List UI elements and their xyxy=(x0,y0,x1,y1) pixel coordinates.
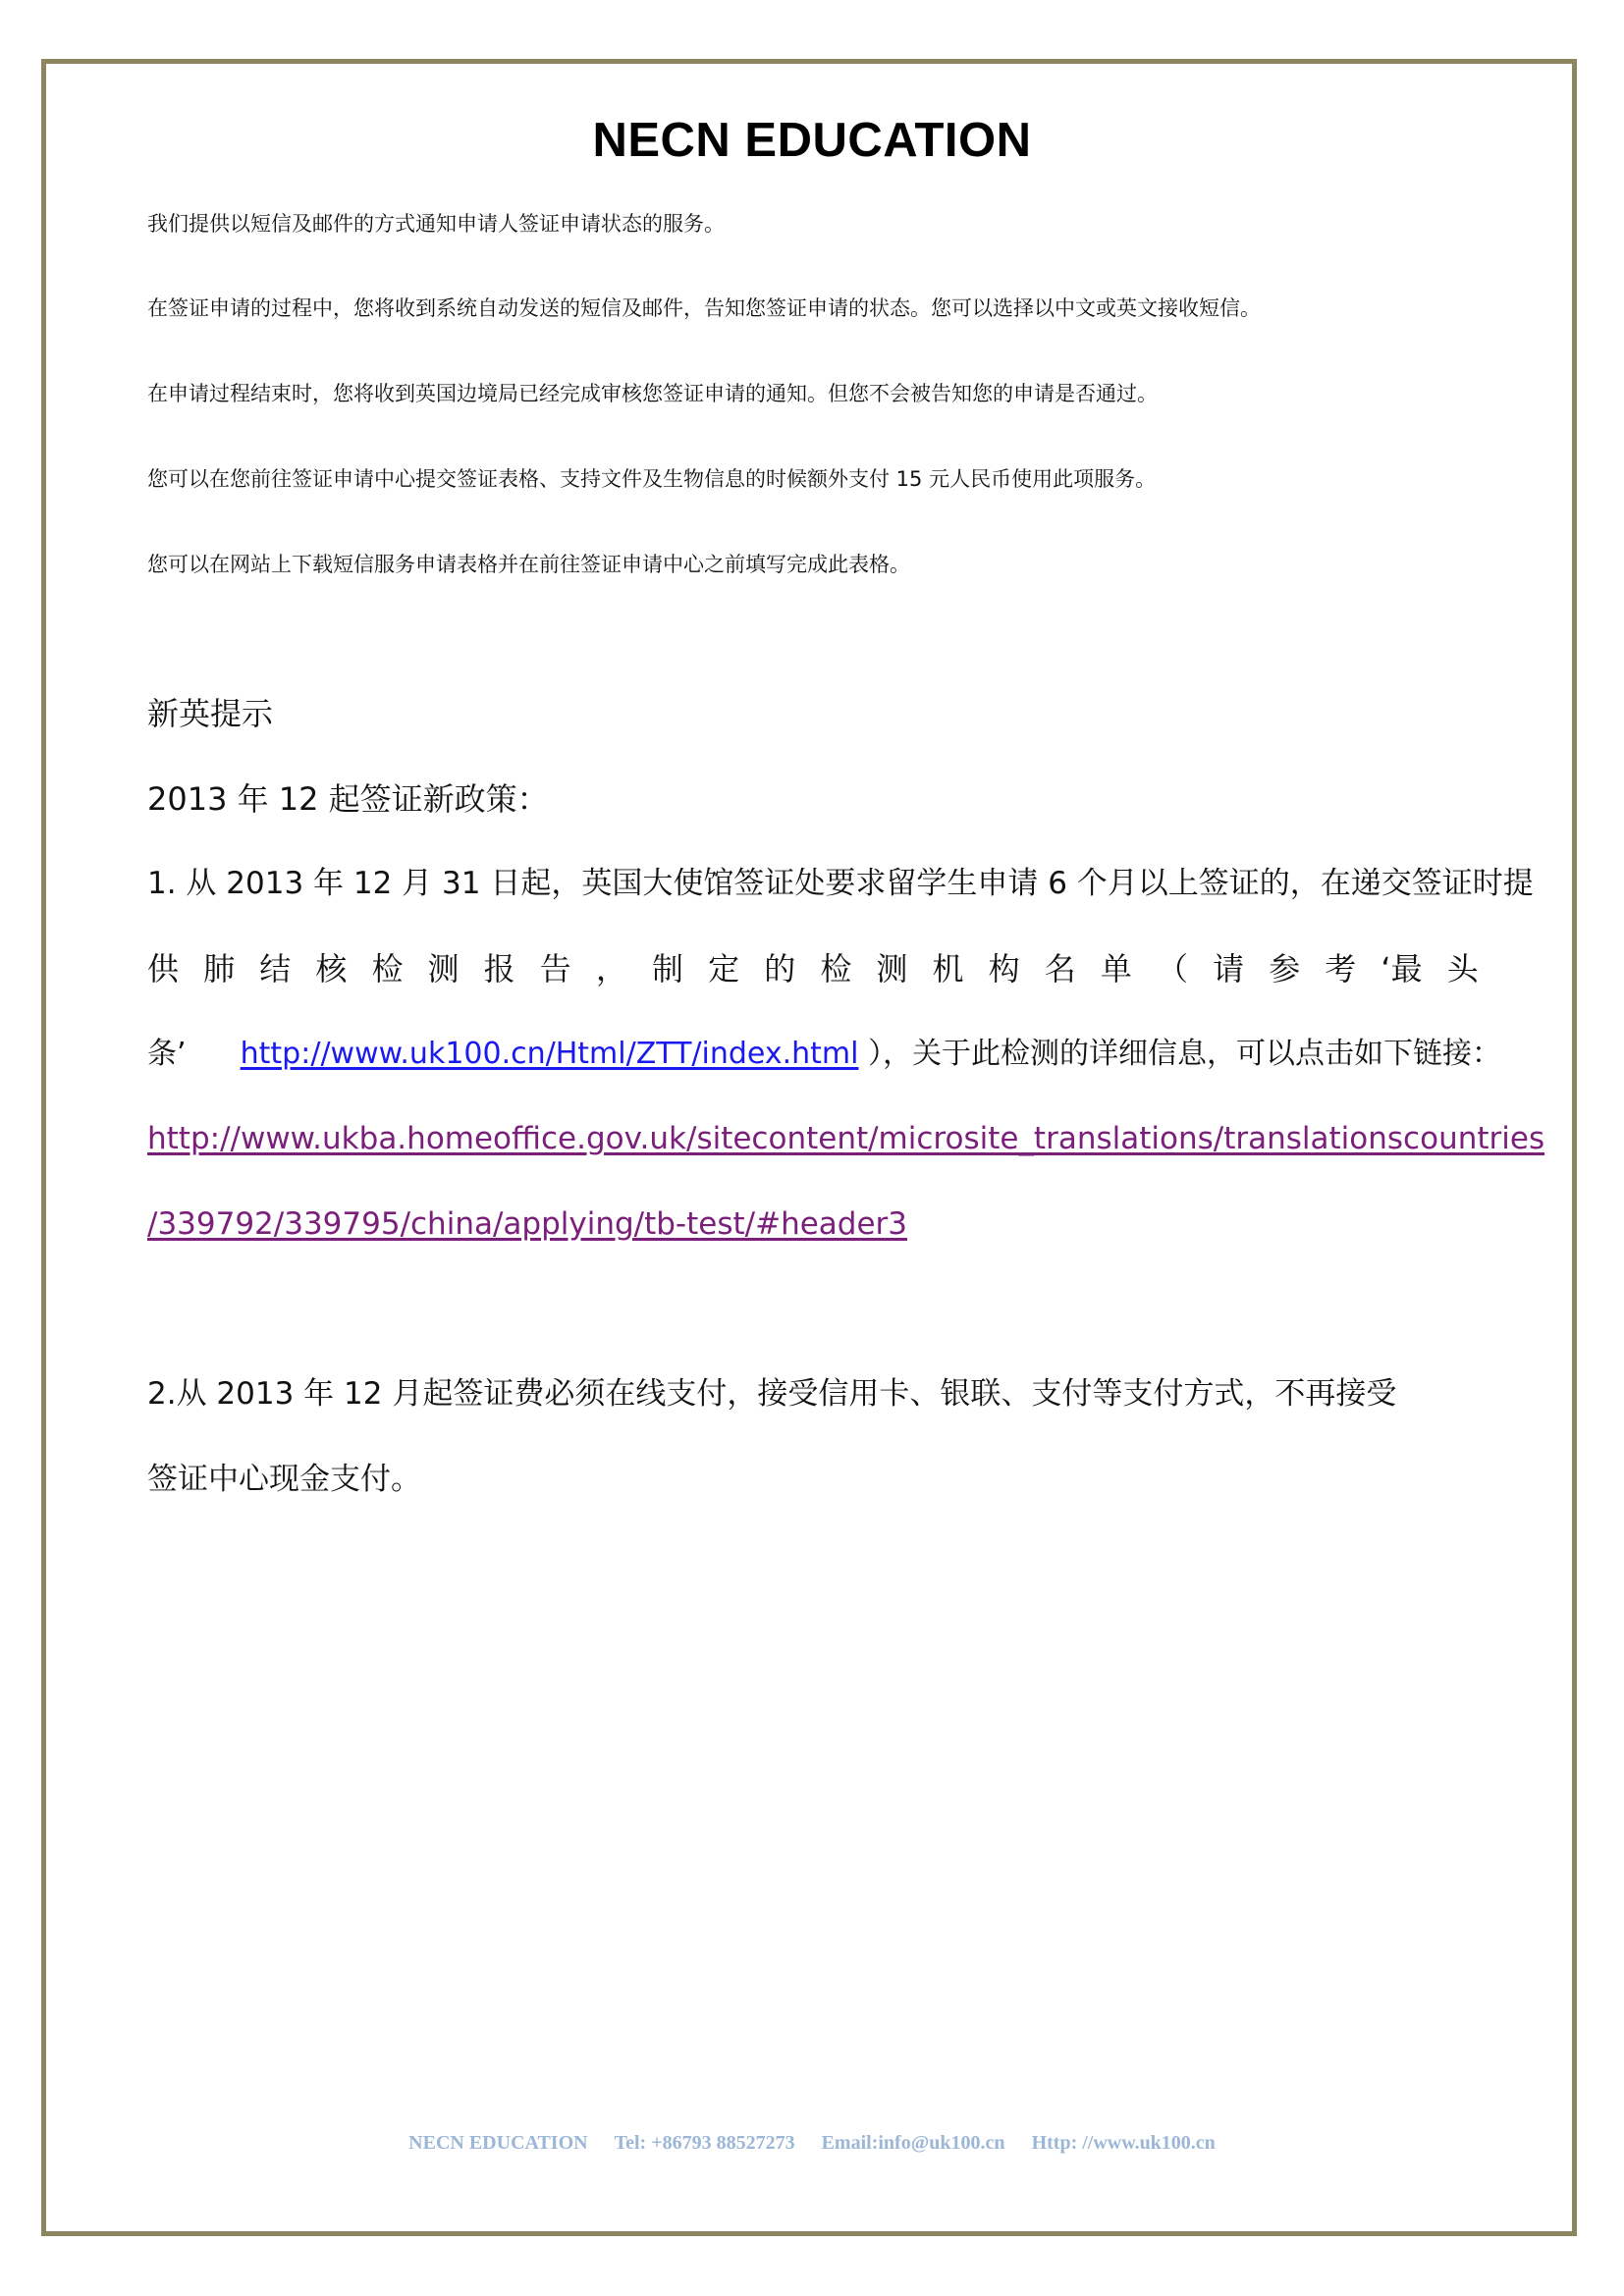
item1-line3-suffix: ），关于此检测的详细信息，可以点击如下链接： xyxy=(868,1037,1501,1071)
item1-line2-char: 测 xyxy=(876,950,908,988)
item1-line2-char: 的 xyxy=(764,950,796,988)
item1-line2-char: 供 xyxy=(147,950,180,988)
item1-line2-char: 肺 xyxy=(203,950,236,988)
item1-line2-char: 考 xyxy=(1325,950,1357,988)
footer-email: Email:info@uk100.cn xyxy=(821,2132,1005,2154)
ukba-link-line2 xyxy=(147,1204,1479,1244)
item1-line2-char: （ xyxy=(1156,950,1188,988)
intro-paragraph-4: 您可以在您前往签证申请中心提交签证表格、支持文件及生物信息的时候额外支付 15 元人民币使用此项服务。 xyxy=(147,467,1157,491)
intro-paragraph-1: 我们提供以短信及邮件的方式通知申请人签证申请状态的服务。 xyxy=(147,212,725,236)
item2-line2: 签证中心现金支付。 xyxy=(147,1462,421,1497)
intro-paragraph-5: 您可以在网站上下载短信服务申请表格并在前往签证申请中心之前填写完成此表格。 xyxy=(147,553,910,576)
ukba-tb-test-link-part2[interactable]: /339792/339795/china/applying/tb-test/#header3 xyxy=(147,1206,908,1242)
page-footer xyxy=(0,2132,1624,2155)
policy-heading: 2013 年 12 起签证新政策： xyxy=(147,780,549,818)
item1-line2-char: 结 xyxy=(259,950,292,988)
item1-line2 xyxy=(147,949,1479,988)
item1-line2-char: 制 xyxy=(651,950,683,988)
item1-line2-char: 构 xyxy=(988,950,1020,988)
item1-line2-char: 头 xyxy=(1446,950,1479,988)
tb-clinic-list-link[interactable]: http://www.uk100.cn/Html/ZTT/index.html xyxy=(240,1037,859,1071)
item1-line2-char: 报 xyxy=(483,950,515,988)
page-title: NECN EDUCATION xyxy=(592,114,1032,167)
ukba-link-line1 xyxy=(147,1119,1545,1158)
item1-line2-char: 机 xyxy=(932,950,964,988)
tip-heading: 新英提示 xyxy=(147,695,274,732)
item1-line2-char: 告 xyxy=(539,950,571,988)
footer-company: NECN EDUCATION xyxy=(408,2132,588,2154)
item1-line3 xyxy=(147,1035,1501,1074)
intro-paragraph-3: 在申请过程结束时，您将收到英国边境局已经完成审核您签证申请的通知。但您不会被告知您的申请是否通过。 xyxy=(147,382,1158,405)
item1-line2-char: 测 xyxy=(427,950,460,988)
item1-line3-prefix: 条’ xyxy=(147,1037,187,1071)
item2-line1: 2.从 2013 年 12 月起签证费必须在线支付，接受信用卡、银联、支付等支付方式，不再接受 xyxy=(147,1376,1397,1412)
footer-website: Http: //www.uk100.cn xyxy=(1031,2132,1216,2154)
item1-line2-char: 核 xyxy=(315,950,348,988)
footer-tel: Tel: +86793 88527273 xyxy=(614,2132,795,2154)
item1-line2-char: ， xyxy=(595,950,627,988)
item1-line2-char: ‘最 xyxy=(1380,950,1423,988)
item1-line2-char: 检 xyxy=(371,950,404,988)
item1-line1: 1. 从 2013 年 12 月 31 日起，英国大使馆签证处要求留学生申请 6 个月以上签证的，在递交签证时提 xyxy=(147,866,1534,901)
item1-line2-char: 参 xyxy=(1269,950,1301,988)
ukba-tb-test-link-part1[interactable]: http://www.ukba.homeoffice.gov.uk/sitecontent/microsite_translations/translationscountries xyxy=(147,1121,1545,1156)
item1-line2-char: 请 xyxy=(1213,950,1245,988)
intro-paragraph-2: 在签证申请的过程中，您将收到系统自动发送的短信及邮件，告知您签证申请的状态。您可以选择以中文或英文接收短信。 xyxy=(147,296,1261,320)
item1-line2-char: 定 xyxy=(708,950,740,988)
item1-line2-char: 检 xyxy=(820,950,852,988)
item1-line2-char: 名 xyxy=(1044,950,1076,988)
item1-line2-char: 单 xyxy=(1100,950,1132,988)
